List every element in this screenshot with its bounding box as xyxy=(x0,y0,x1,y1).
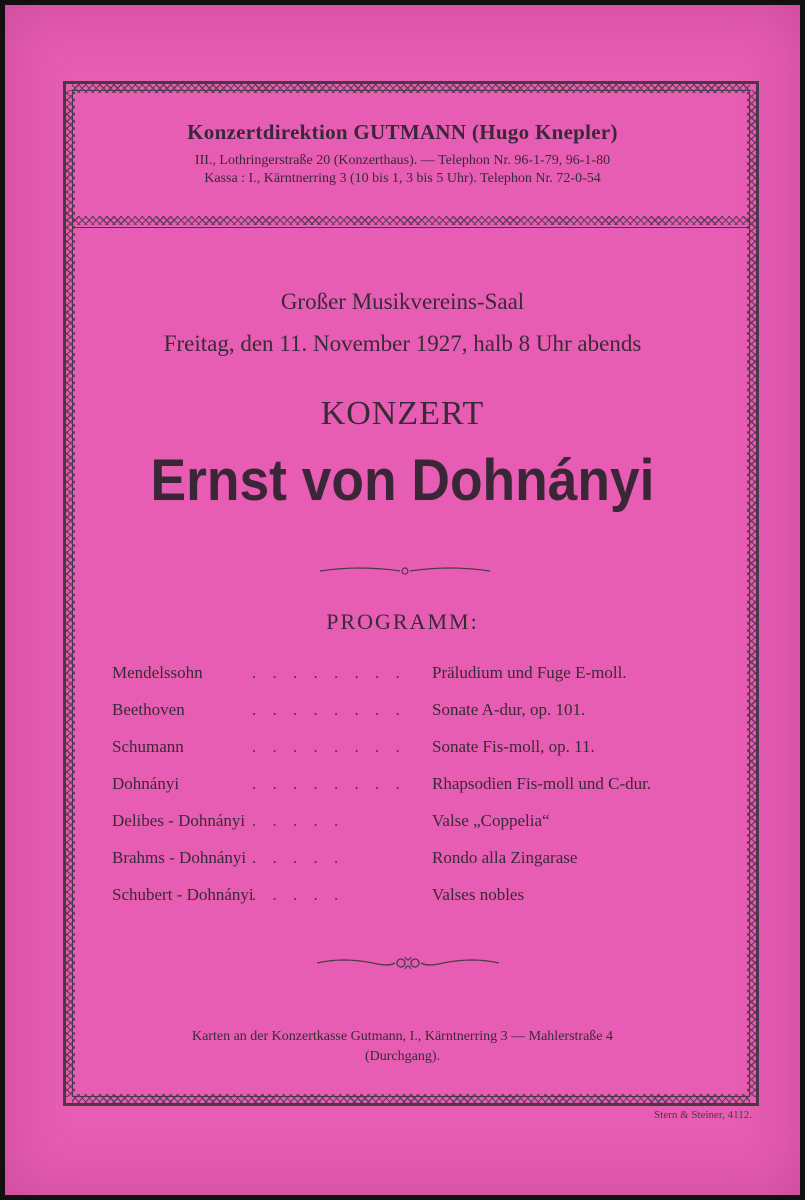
event-date: Freitag, den 11. November 1927, halb 8 Uhr abends xyxy=(163,331,642,356)
program-item xyxy=(112,737,732,765)
ticket-info-line-2: (Durchgang). xyxy=(364,1049,441,1064)
program-leader-dots: . . . . . xyxy=(252,811,345,830)
program-leader-dots: . . . . . . . . xyxy=(252,663,406,682)
agency-name: Konzertdirektion GUTMANN (Hugo Knepler) xyxy=(187,120,618,144)
header-ornament-band xyxy=(72,216,750,225)
program-work: Rondo alla Zingarase xyxy=(432,848,578,867)
program-composer: Schumann xyxy=(112,737,184,756)
address-line-1: III., Lothringerstraße 20 (Konzerthaus). — Telephon Nr. 96-1-79, 96-1-80 xyxy=(194,153,611,168)
program-leader-dots: . . . . . . . . xyxy=(252,700,406,719)
program-leader-dots: . . . . . xyxy=(252,885,345,904)
program-item xyxy=(112,848,732,876)
program-leader-dots: . . . . . . . . xyxy=(252,774,406,793)
program-work: Sonate Fis-moll, op. 11. xyxy=(432,737,595,756)
program-composer: Dohnányi xyxy=(112,774,180,793)
right-ornament-band xyxy=(747,90,756,1097)
program-work: Sonate A-dur, op. 101. xyxy=(432,700,586,719)
program-composer: Schubert - Dohnányi xyxy=(112,885,254,904)
program-work: Rhapsodien Fis-moll und C-dur. xyxy=(432,774,652,793)
inner-border xyxy=(72,90,750,1097)
ticket-info-line-1: Karten an der Konzertkasse Gutmann, I., Kärntnerring 3 — Mahlerstraße 4 xyxy=(191,1029,614,1044)
venue: Großer Musikvereins-Saal xyxy=(280,289,525,314)
program-leader-dots: . . . . . xyxy=(252,848,345,867)
program-item xyxy=(112,774,732,802)
program-leader-dots: . . . . . . . . xyxy=(252,737,406,756)
program-work: Präludium und Fuge E-moll. xyxy=(432,663,627,682)
top-ornament-band xyxy=(72,84,750,93)
header-divider-line xyxy=(72,227,750,228)
program-composer: Brahms - Dohnányi xyxy=(112,848,247,867)
printer-imprint: Stern & Steiner, 4112. xyxy=(654,1109,752,1121)
artist-name: Ernst von Dohnányi xyxy=(150,448,655,513)
address-line-2: Kassa : I., Kärntnerring 3 (10 bis 1, 3 bis 5 Uhr). Telephon Nr. 72-0-54 xyxy=(204,171,601,186)
program-work: Valses nobles xyxy=(432,885,525,904)
program-composer: Mendelssohn xyxy=(112,663,203,682)
event-title: KONZERT xyxy=(320,395,485,432)
program-item xyxy=(112,885,732,913)
program-work: Valse „Coppelia“ xyxy=(432,811,550,830)
program-item xyxy=(112,811,732,839)
bottom-ornament-band xyxy=(72,1094,750,1103)
flourish-ornament-icon xyxy=(315,563,495,579)
program-composer: Delibes - Dohnányi xyxy=(112,811,246,830)
program-item xyxy=(112,663,732,691)
program-heading: PROGRAMM: xyxy=(326,609,479,634)
left-ornament-band xyxy=(66,90,75,1097)
program-composer: Beethoven xyxy=(112,700,185,719)
program-item xyxy=(112,700,732,728)
concert-flyer xyxy=(5,5,800,1195)
ticket-info xyxy=(5,1027,800,1067)
flourish-ornament-icon xyxy=(313,951,503,975)
